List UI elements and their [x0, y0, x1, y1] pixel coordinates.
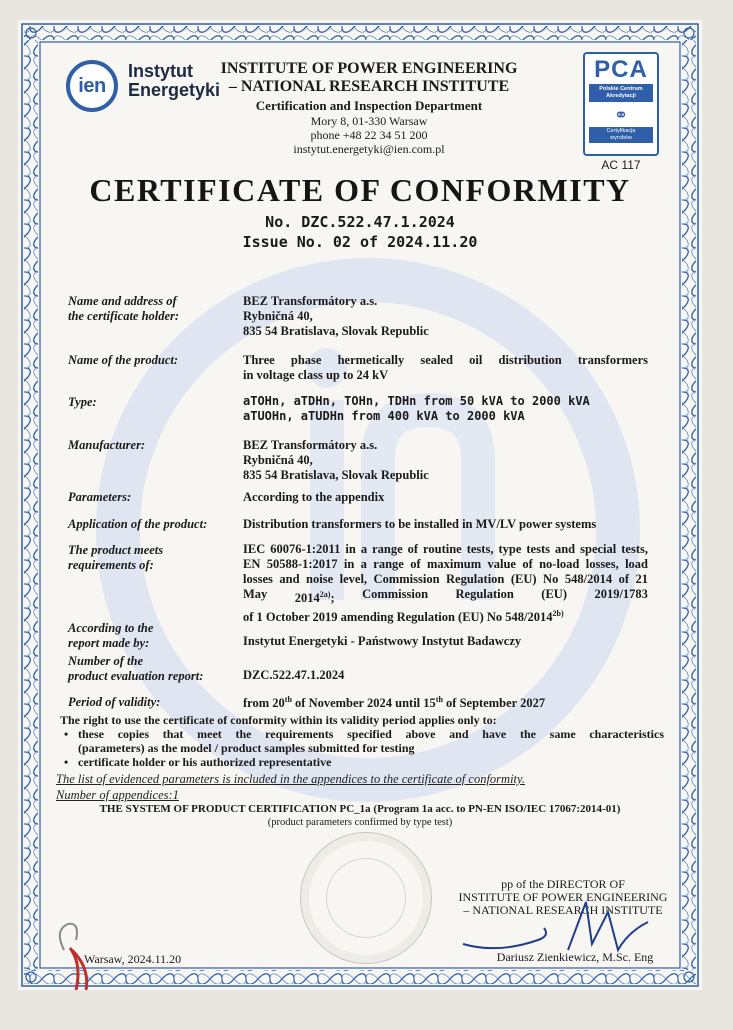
ien-logo-icon: ien [66, 60, 118, 112]
product-value: Three phase hermetically sealed oil distribution transformers in voltage class up to 24 kV [243, 353, 648, 382]
certificate-number-block [18, 212, 702, 252]
application-value: Distribution transformers to be installed in MV/LV power systems [243, 517, 597, 531]
signature-org-1: INSTITUTE OF POWER ENGINEERING [458, 890, 668, 904]
institute-name-1: INSTITUTE OF POWER ENGINEERING [220, 60, 518, 77]
validity-value: from 20th of November 2024 until 15th of September 2027 [243, 695, 546, 711]
address: Mory 8, 01-330 Warsaw [310, 114, 428, 128]
ribbon-icon [46, 920, 126, 990]
accreditation-code: AC 117 [601, 158, 641, 172]
report-number-label: Number of the product evaluation report: [68, 654, 204, 683]
certificate-page [18, 20, 702, 990]
certificate-number: No. DZC.522.47.1.2024 [265, 213, 455, 231]
parameters-value: According to the appendix [243, 490, 385, 504]
institute-name-2: – NATIONAL RESEARCH INSTITUTE [228, 78, 510, 95]
report-by-label: According to the report made by: [68, 621, 154, 650]
product-label: Name of the product: [68, 353, 179, 367]
certification-system: THE SYSTEM OF PRODUCT CERTIFICATION PC_1a (Program 1a acc. to PN-EN ISO/IEC 17067:2014-01) [99, 803, 621, 815]
type-value: aTOHn, aTDHn, TOHn, TDHn from 50 kVA to 2000 kVA aTUOHn, aTUDHn from 400 kVA to 2000 kVA [243, 394, 590, 423]
phone: phone +48 22 34 51 200 [310, 128, 428, 142]
logo-wordmark [128, 62, 220, 100]
appendix-count: Number of appendices:1 [56, 788, 179, 802]
pca-subtitle: Polskie Centrum Akredytacji [589, 84, 653, 102]
institute-header [210, 60, 528, 156]
parameters-label: Parameters: [68, 490, 132, 504]
rights-intro: The right to use the certificate of conformity within its validity period applies only to: [60, 713, 497, 727]
logo-line-1: Instytut [128, 61, 193, 81]
rights-bullet-2: • certificate holder or his authorized representative [64, 755, 332, 769]
manufacturer-label: Manufacturer: [68, 438, 146, 452]
type-label: Type: [68, 395, 97, 409]
pca-brand: PCA [594, 56, 648, 83]
appendix-note: The list of evidenced parameters is included in the appendices to the certificate of conformity. [56, 772, 525, 786]
manufacturer-value: BEZ Transformátory a.s. Rybničná 40, 835 54 Bratislava, Slovak Republic [243, 438, 429, 482]
validity-label: Period of validity: [68, 695, 161, 709]
certification-system-note: (product parameters confirmed by type test) [267, 817, 453, 828]
certificate-title: CERTIFICATE OF CONFORMITY [89, 172, 631, 208]
requirements-label: The product meets requirements of: [68, 543, 164, 572]
holder-label: Name and address of the certificate holder: [68, 294, 180, 323]
issue-number: Issue No. 02 of 2024.11.20 [242, 233, 478, 251]
signatory-name: Dariusz Zienkiewicz, M.Sc. Eng [496, 950, 654, 964]
rights-bullet-1: • these copies that meet the requirements specified above and have the same characteristics (parameters) as the model / product samples submitted for testing [64, 727, 664, 755]
embossed-seal-eagle-icon [326, 858, 406, 938]
email: instytut.energetyki@ien.com.pl [293, 142, 445, 156]
place-and-date: Warsaw, 2024.11.20 [84, 952, 182, 966]
holder-value: BEZ Transformátory a.s. Rybničná 40, 835 54 Bratislava, Slovak Republic [243, 294, 429, 338]
pca-symbol-icon: ⚭ [613, 106, 629, 125]
logo-line-2: Energetyki [128, 80, 221, 100]
pca-accreditation-badge [583, 52, 659, 156]
report-by-value: Instytut Energetyki - Państwowy Instytut Badawczy [243, 634, 522, 648]
report-number-value: DZC.522.47.1.2024 [243, 668, 345, 682]
signature-org-2: – NATIONAL RESEARCH INSTITUTE [463, 903, 663, 917]
signature-pp: pp of the DIRECTOR OF [501, 877, 625, 891]
application-label: Application of the product: [68, 517, 208, 531]
requirements-value: IEC 60076-1:2011 in a range of routine tests, type tests and special tests, EN 50588-1:2017 in a range of maximum value of no-load losses, load losses and noise level, Commission Regulation (EU) No 548/2014 of 21 May $2014^{2a)}$; Commission Regulation (EU) 2019/1783 of 1 October 2019 amending Regulation (EU) No $548/2014^{2b)}$ [243, 542, 648, 625]
pca-cert-label: Certyfikacja wyrobów [589, 127, 653, 143]
department: Certification and Inspection Department [255, 98, 483, 113]
